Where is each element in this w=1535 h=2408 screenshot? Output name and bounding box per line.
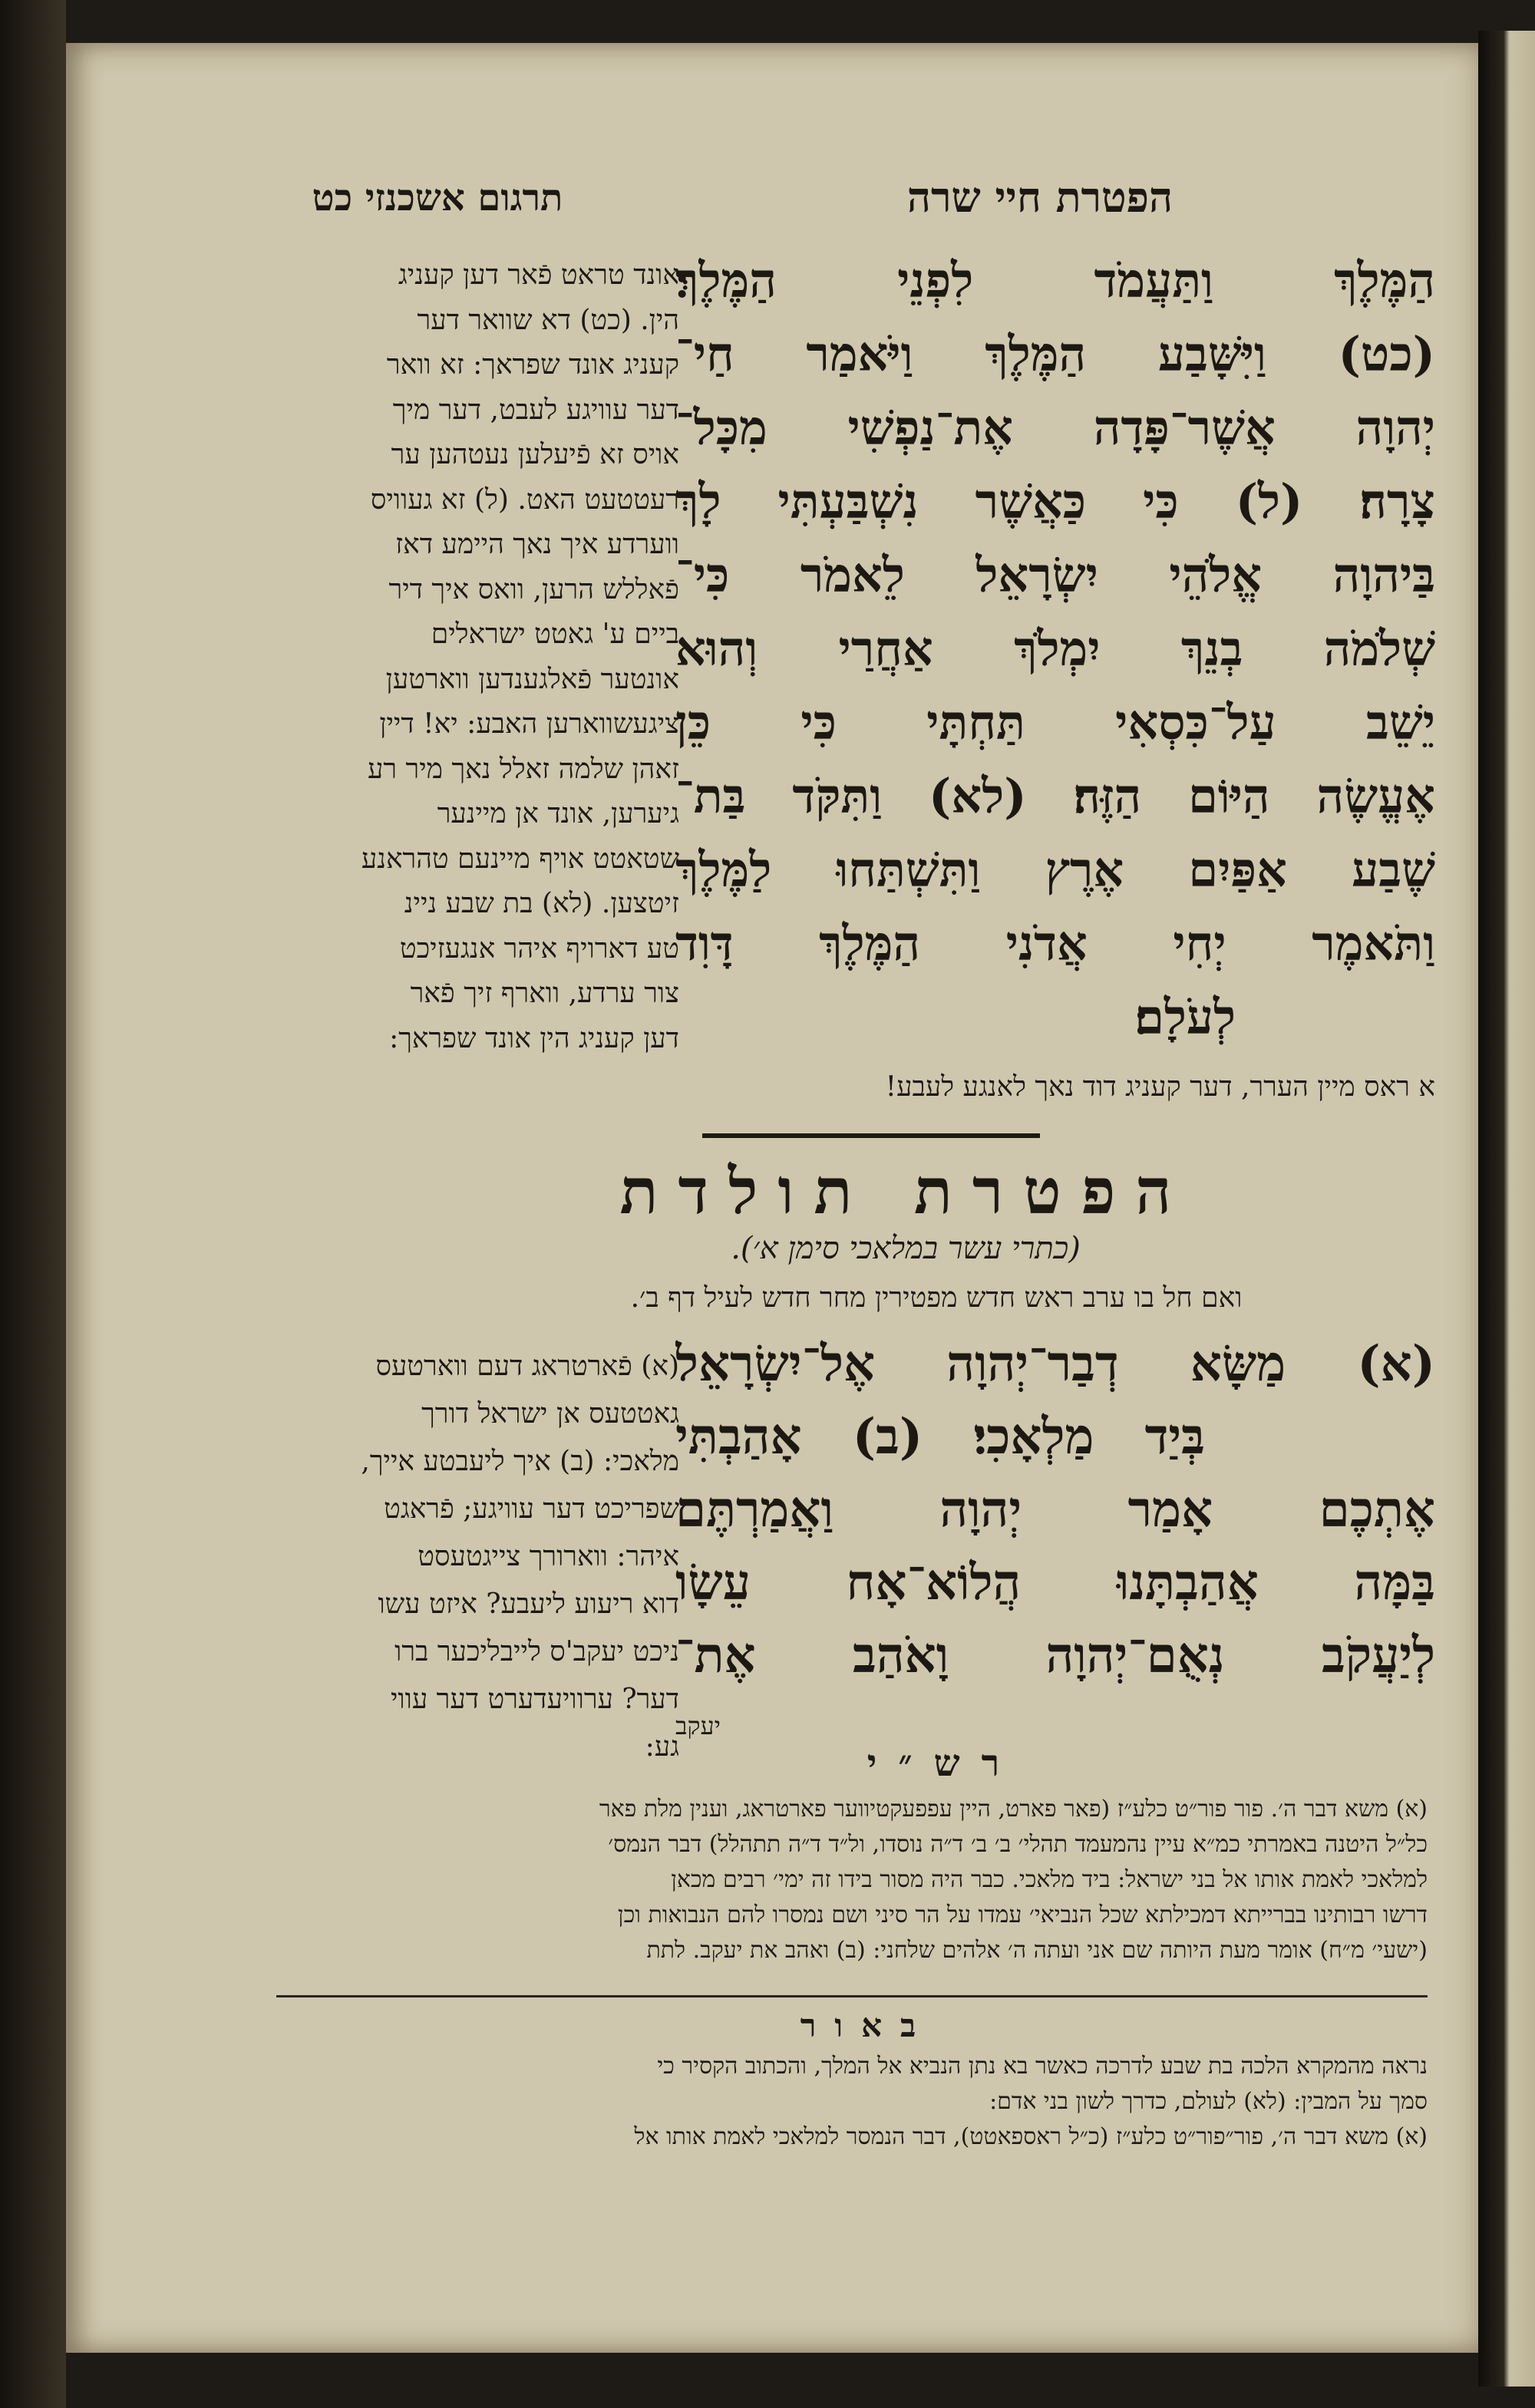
biur-commentary [261, 2049, 1428, 2155]
yiddish-line: דוא ריעוע ליעבע? איזט עשו [378, 1588, 679, 1620]
yiddish-line: דען קעניג הין אונד שפראך: [389, 1022, 679, 1054]
yiddish-translation-column [249, 253, 679, 1061]
haftarah-title: הפטרת תולדת [619, 1155, 1192, 1229]
yiddish-line: זיטצען. (לא) בת שבע ניינ [404, 888, 679, 919]
yiddish-line: גע: [645, 1731, 679, 1763]
yiddish-line: שטאטט אויף מיינעם טהראנע [361, 843, 679, 875]
hebrew-line: בַּיהוָה אֱלֹהֵי יִשְׂרָאֵל לֵאמֹר כִּי־ [675, 547, 1435, 603]
hebrew-line: (א) מַשָּׂא דְבַר־יְהוָה אֶל־יִשְׂרָאֵל [675, 1335, 1435, 1393]
haftarah-intro-note: ואם חל בו ערב ראש חדש מפטירין מחר חדש לעיל דף ב׳. [630, 1282, 1243, 1314]
commentary-line: כל״ל היטנה באמרתי כמ״א עיין נהמעמד תהלי׳ ב׳ ב׳ ד״ה נוסדו, ול״ד ד״ה תתהלל) דבר הנמס׳ [608, 1831, 1428, 1858]
commentary-line: (א) משא דבר ה׳, פור״פור״ט כלע״ז (כ״ל ראספאטט), דבר הנמסר למלאכי לאמת אותו אל [634, 2123, 1428, 2150]
haftarah-subtitle: (כתרי עשר במלאכי סימן א׳). [731, 1231, 1081, 1266]
yiddish-line: ביים ע' גאטט ישראלים [431, 618, 679, 650]
yiddish-line: פֿאללש הרען, וואס איך דיר [388, 573, 679, 605]
hebrew-line: בְּיַד מַלְאָכִי׃ (ב) אָהַבְתִּי [675, 1408, 1205, 1466]
commentary-divider [276, 1995, 1428, 1997]
commentary-line: נראה מהמקרא הלכה בת שבע לדרכה כאשר בא נתן הנביא אל המלך, והכתוב הקסיר כי [657, 2053, 1428, 2080]
yiddish-line: גיערען, אונד אן מיינער [437, 798, 679, 830]
yiddish-line: דער עוויגע לעבט, דער מיך [392, 394, 679, 426]
yiddish-line: רעטטעט האט. (ל) זא געוויס [370, 483, 679, 516]
yiddish-line: אויס זא פֿיעלען נעטהען ער [391, 439, 679, 470]
hebrew-text-column [675, 244, 1435, 1054]
yiddish-line: מלאכי: (ב) איך ליעבטע אייך, [361, 1446, 679, 1477]
hebrew-line: (כט) וַיִּשָּׁבַע הַמֶּלֶךְ וַיֹּאמַר חַי־ [675, 326, 1435, 382]
yiddish-line: (א) פֿארטראג דעם ווארטעס [375, 1351, 679, 1382]
running-header-haftarah: הפטרת חיי שרה [906, 173, 1174, 222]
hebrew-line: לְעֹלָם׃ [1134, 989, 1236, 1045]
yiddish-translation-column-2 [249, 1343, 679, 1771]
yiddish-line: ציגעשווארען האבע: יא! דיין [379, 708, 679, 740]
hebrew-line: אֶתְכֶם אָמַר יְהוָה וַאֲמַרְתֶּם [675, 1481, 1435, 1539]
yiddish-line: הין. (כט) דא שוואר דער [417, 304, 679, 336]
yiddish-line: קעניג אונד שפראך: זא וואר [386, 349, 679, 381]
hebrew-line: הַמֶּלֶךְ וַתַּעֲמֹד לִפְנֵי הַמֶּלֶךְ׃ [675, 252, 1435, 308]
yiddish-line: דער? ערוויעדערט דער עווי [390, 1684, 679, 1715]
yiddish-line: צור ערדע, ווארף זיך פֿאר [410, 978, 679, 1009]
yiddish-translation-last-line: א ראס מיין הערר, דער קעניג דוד נאך לאנגע לעבע! [885, 1071, 1435, 1103]
hebrew-line: בַּמָּה אֲהַבְתָּנוּ הֲלוֹא־אָח עֵשָׂו [675, 1554, 1435, 1611]
rashi-commentary [261, 1792, 1428, 1968]
commentary-line: סמך על המבין: (לא) לעולם, כדרך לשון בני אדם: [989, 2088, 1428, 2115]
yiddish-line: ווערדע איך נאך היימע דאז [395, 529, 679, 560]
running-header-targum: תרגום אשכנזי כט [312, 176, 563, 219]
yiddish-line: ניכט יעקב'ס לייבליכער ברו [394, 1636, 679, 1667]
hebrew-line: צָרָה׃ (ל) כִּי כַּאֲשֶׁר נִשְׁבַּעְתִּי לָךְ [675, 473, 1435, 529]
yiddish-line: זאהן שלמה זאלל נאך מיר רע [368, 753, 679, 785]
yiddish-line: איהר: ווארורך צייגטעסט [418, 1541, 679, 1572]
yiddish-line: אונטער פֿאלגענדען ווארטען [385, 663, 679, 695]
section-divider [702, 1133, 1040, 1138]
hebrew-line: שְׁלֹמֹה בְנֵךְ יִמְלֹךְ אַחֲרַי וְהוּא [675, 621, 1435, 677]
hebrew-line: אֶעֱשֶׂה הַיּוֹם הַזֶּה׃ (לא) וַתִּקֹּד בַּת־ [675, 768, 1435, 824]
commentary-line: למלאכי לאמת אותו אל בני ישראל: ביד מלאכי. כבר היה מסור בידו זה ימי׳ רבים מכאן [671, 1866, 1428, 1893]
catchword: יעקב [675, 1711, 721, 1740]
yiddish-line: אונד טראט פֿאר דען קעניג [398, 259, 679, 291]
yiddish-line: גאטטעס אן ישראל דורך [421, 1398, 679, 1430]
hebrew-line: וַתֹּאמֶר יְחִי אֲדֹנִי הַמֶּלֶךְ דָּוִד [675, 915, 1435, 971]
rashi-title: רש״י [867, 1742, 1022, 1785]
commentary-line: (ישעי׳ מ״ח) אומר מעת היותה שם אני ועתה ה׳ אלהים שלחני: (ב) ואהב את יעקב. לתת [646, 1937, 1428, 1964]
hebrew-line: לְיַעֲקֹב נְאֻם־יְהוָה וָאֹהַב אֶת־ [675, 1627, 1435, 1684]
yiddish-line: שפריכט דער עוויגע; פֿראגט [384, 1493, 679, 1525]
yiddish-line: טע דארויף איהר אנגעזיכט [399, 932, 679, 965]
hebrew-line: יְהוָה אֲשֶׁר־פָּדָה אֶת־נַפְשִׁי מִכָּל־ [675, 400, 1435, 456]
biur-title: באור [800, 2007, 935, 2044]
commentary-line: דרשו רבותינו בברייתא דמכילתא שכל הנביאי׳ עמדו על הר סיני ושם נמסרו להם הנבואות וכן [617, 1902, 1428, 1928]
hebrew-line: שֶׁבַע אַפַּיִם אֶרֶץ וַתִּשְׁתַּחוּ לַמֶּלֶךְ [675, 842, 1435, 898]
book-spine [0, 0, 66, 2408]
facing-page-edge [1478, 31, 1535, 2387]
hebrew-line: יֵשֵׁב עַל־כִּסְאִי תַּחְתָּי כִּי כֵּן [675, 694, 1435, 750]
commentary-line: (א) משא דבר ה׳. פור פור״ט כלע״ז (פאר פארט, היין עפפעקטיווער פארטראג, וענין מלת פאר [599, 1796, 1428, 1822]
hebrew-text-column-2 [675, 1328, 1435, 1692]
